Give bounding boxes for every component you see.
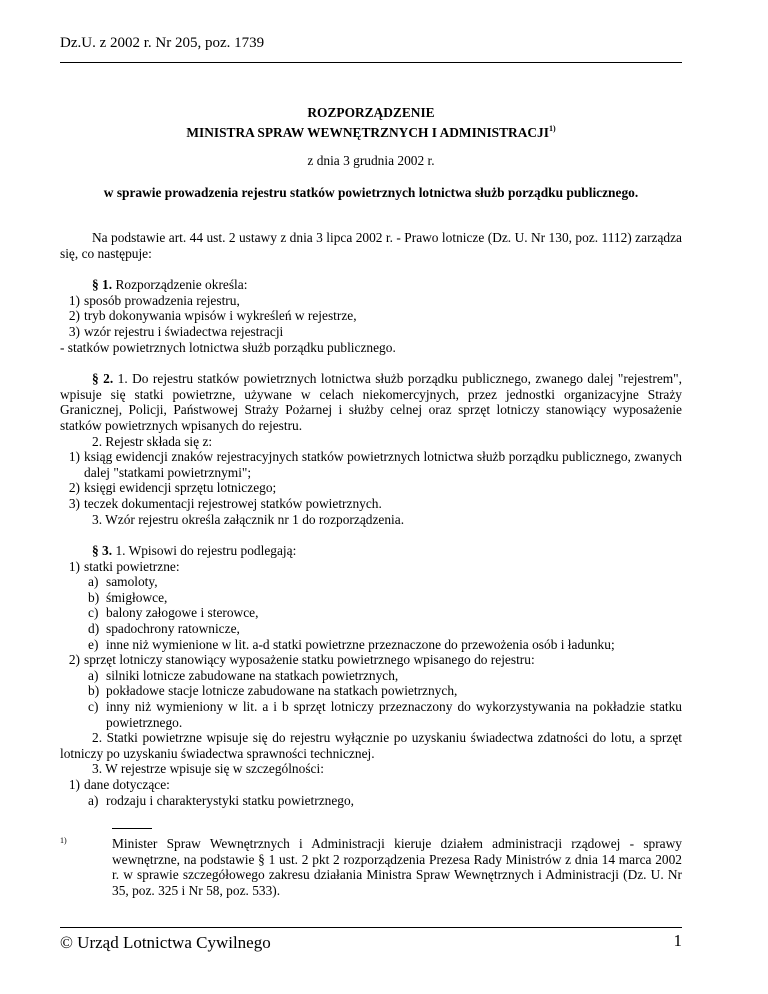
page-header: Dz.U. z 2002 r. Nr 205, poz. 1739 [60,35,265,51]
list-item: 2) sprzęt lotniczy stanowiący wyposażenie statku powietrznego wpisanego do rejestru: [68,652,535,668]
sub-list-item: e) inne niż wymienione w lit. a-d statki powietrzne przeznaczone do przewożenia osób i ładunku; [88,636,615,652]
list-item: 2) księgi ewidencji sprzętu lotniczego; [68,480,277,496]
footer-copyright: © Urząd Lotnictwa Cywilnego [60,933,271,952]
section-3-mark: § 3. [92,543,113,559]
document-body [60,230,682,808]
list-item: 3) wzór rejestru i świadectwa rejestracji [68,323,284,339]
section-3-paragraph-1 [60,543,682,559]
list-item: 2) tryb dokonywania wpisów i wykreśleń w rejestrze, [68,308,357,324]
list-item: 1) sposób prowadzenia rejestru, [68,292,240,308]
footer-divider [60,927,682,928]
list-item: 1) ksiąg ewidencji znaków rejestracyjnych statków powietrznych lotnictwa służb porządku publicznego, zwanych dalej "statkami powietrznymi"; [68,449,682,480]
header-divider [60,62,682,63]
issuer-text: MINISTRA SPRAW WEWNĘTRZNYCH I ADMINISTRACJI [186,125,549,140]
footnote-mark: 1) [60,836,67,845]
footnote-reference: 1) [548,124,556,133]
section-2-paragraph-1 [60,371,682,433]
section-2-mark: § 2. [92,371,114,387]
section-3-p1-text: 1. Wpisowi do rejestru podlegają: [115,543,297,559]
section-1-closing: - statków powietrznych lotnictwa służb porządku publicznego. [60,339,396,355]
sub-list-item: d) spadochrony ratownicze, [88,621,240,637]
list-item: 3) teczek dokumentacji rejestrowej statków powietrznych. [68,495,382,511]
section-2-paragraph-2: 2. Rejestr składa się z: [92,433,213,449]
sub-list-item: b) śmigłowce, [88,589,168,605]
footnote [60,836,682,898]
section-1-intro [60,277,682,293]
sub-list-item: c) balony załogowe i sterowce, [88,605,259,621]
footnote-divider [112,828,152,829]
page-number: 1 [673,931,682,950]
section-2-p1-text: 1. Do rejestru statków powietrznych lotnictwa służb porządku publicznego, zwanego dalej "rejestrem", wpisuje się statki powietrzne, używane w celach niekomercyjnych, przez jednostki organizacyjne Straży Granicznej, Policji, Państwowej Straży Pożarnej i służby celnej oraz sprzęt lotniczy stanowiący wyposażenie statków powietrznych wpisanych do rejestru. [60,371,682,433]
document-title: ROZPORZĄDZENIE [307,105,435,120]
list-item: 1) statki powietrzne: [68,558,180,574]
list-item: 1) dane dotyczące: [68,777,170,792]
sub-list-item: a) rodzaju i charakterystyki statku powietrznego, [88,792,355,808]
section-2-paragraph-3: 3. Wzór rejestru określa załącznik nr 1 do rozporządzenia. [92,511,405,527]
document-issuer [60,121,682,141]
section-1-intro-text: Rozporządzenie określa: [115,277,248,293]
sub-list-item: b) pokładowe stacje lotnicze zabudowane na statkach powietrznych, [88,683,458,699]
sub-list-item: c) inny niż wymieniony w lit. a i b sprzęt lotniczy przeznaczony do wykorzystywania na pokładzie statku powietrznego. [88,699,682,730]
preamble: Na podstawie art. 44 ust. 2 ustawy z dnia 3 lipca 2002 r. - Prawo lotnicze (Dz. U. Nr 130, poz. 1112) zarządza się, co następuje: [60,230,682,261]
section-3-paragraph-2: 2. Statki powietrzne wpisuje się do rejestru wyłącznie po uzyskaniu świadectwa zdatności do lotu, a sprzęt lotniczy po uzyskaniu świadectwa sprawności technicznej. [60,730,682,761]
section-3-paragraph-3: 3. W rejestrze wpisuje się w szczególności: [92,761,324,777]
sub-list-item: a) samoloty, [88,574,158,590]
document-date: z dnia 3 grudnia 2002 r. [307,153,435,168]
sub-list-item: a) silniki lotnicze zabudowane na statkach powietrznych, [88,667,399,683]
section-1-mark: § 1. [92,277,113,293]
document-subject: w sprawie prowadzenia rejestru statków powietrznych lotnictwa służb porządku publicznego. [103,185,639,200]
footnote-text: Minister Spraw Wewnętrznych i Administracji kieruje działem administracji rządowej - sprawy wewnętrzne, na podstawie § 1 ust. 2 pkt 2 rozporządzenia Prezesa Rady Ministrów z dnia 14 marca 2002 r. w sprawie szczegółowego zakresu działania Ministra Spraw Wewnętrznych i Administracji (Dz. U. Nr 35, poz. 325 i Nr 58, poz. 533). [112,836,682,898]
